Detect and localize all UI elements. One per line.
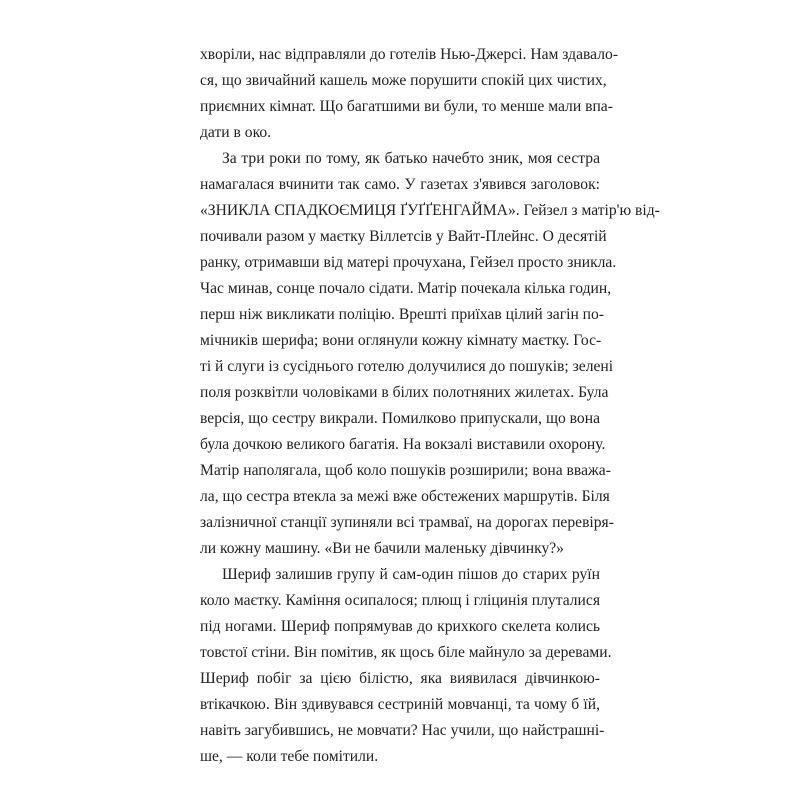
text-line: Шериф побіг за цією білістю, яка виявилася дівчинкою- (200, 670, 600, 687)
text-line: ранку, отримавши від матері прочухана, Гейзел просто зникла. (200, 254, 617, 271)
text-line: дати в око. (200, 124, 272, 141)
text-line: товстої стіни. Він помітив, як щось біле майнуло за деревами. (200, 644, 612, 661)
text-line: навіть загубившись, не мовчати? Нас учили, що найстрашні- (200, 722, 605, 739)
text-line: була дочкою великого багатія. На вокзалі виставили охорону. (200, 436, 606, 453)
text-line: Матір наполягала, щоб коло пошуків розширили; вона вважа- (200, 462, 611, 479)
text-line: почивали разом у маєтку Віллетсів у Вайт-Плейнс. О десятій (200, 228, 607, 245)
text-line: коло маєтку. Каміння осипалося; плющ і гліцинія плуталися (200, 592, 600, 609)
text-line: ли кожну машину. «Ви не бачили маленьку дівчинку?» (200, 540, 564, 557)
text-line: ті й слуги із сусіднього готелю долучилися до пошуків; зелені (200, 358, 614, 375)
text-line: намагалася вчинити так само. У газетах з'явився заголовок: (200, 176, 600, 193)
text-line: Шериф залишив групу й сам-один пішов до старих руїн (222, 566, 600, 583)
text-line: хворіли, нас відправляли до готелів Нью-Джерсі. Нам здавало- (200, 46, 619, 63)
book-page (200, 42, 660, 770)
text-line: мічників шерифа; вони оглянули кожну кімнату маєтку. Гос- (200, 332, 602, 349)
text-line: Час минав, сонце почало сідати. Матір почекала кілька годин, (200, 280, 612, 297)
text-line: версія, що сестру викрали. Помилково припускали, що вона (200, 410, 600, 427)
text-line: втікачкою. Він здивувався сестриній мовчанці, та чому б їй, (200, 696, 600, 713)
text-line: поля розквітли чоловіками в білих полотняних жилетах. Була (200, 384, 609, 401)
text-line: ше, — коли тебе помітили. (200, 748, 379, 765)
text-line: залізничної станції зупиняли всі трамваї, на дорогах перевіря- (200, 514, 614, 531)
text-line: під ногами. Шериф попрямував до крихкого скелета колись (200, 618, 600, 635)
text-line: приємних кімнат. Що багатшими ви були, то менше мали впа- (200, 98, 613, 115)
paragraph (200, 42, 619, 146)
paragraph (200, 146, 660, 562)
text-line: ла, що сестра втекла за межі вже обстежених маршрутів. Біля (200, 488, 610, 505)
paragraph (200, 562, 612, 770)
text-line: перш ніж викликати поліцію. Врешті приїхав цілий загін по- (200, 306, 605, 323)
text-line: За три роки по тому, як батько начебто зник, моя сестра (222, 150, 600, 167)
text-line: «ЗНИКЛА СПАДКОЄМИЦЯ ҐУҐҐЕНГАЙМА». Гейзел з матір'ю від- (200, 202, 660, 219)
text-line: ся, що звичайний кашель може порушити спокій цих чистих, (200, 72, 607, 89)
